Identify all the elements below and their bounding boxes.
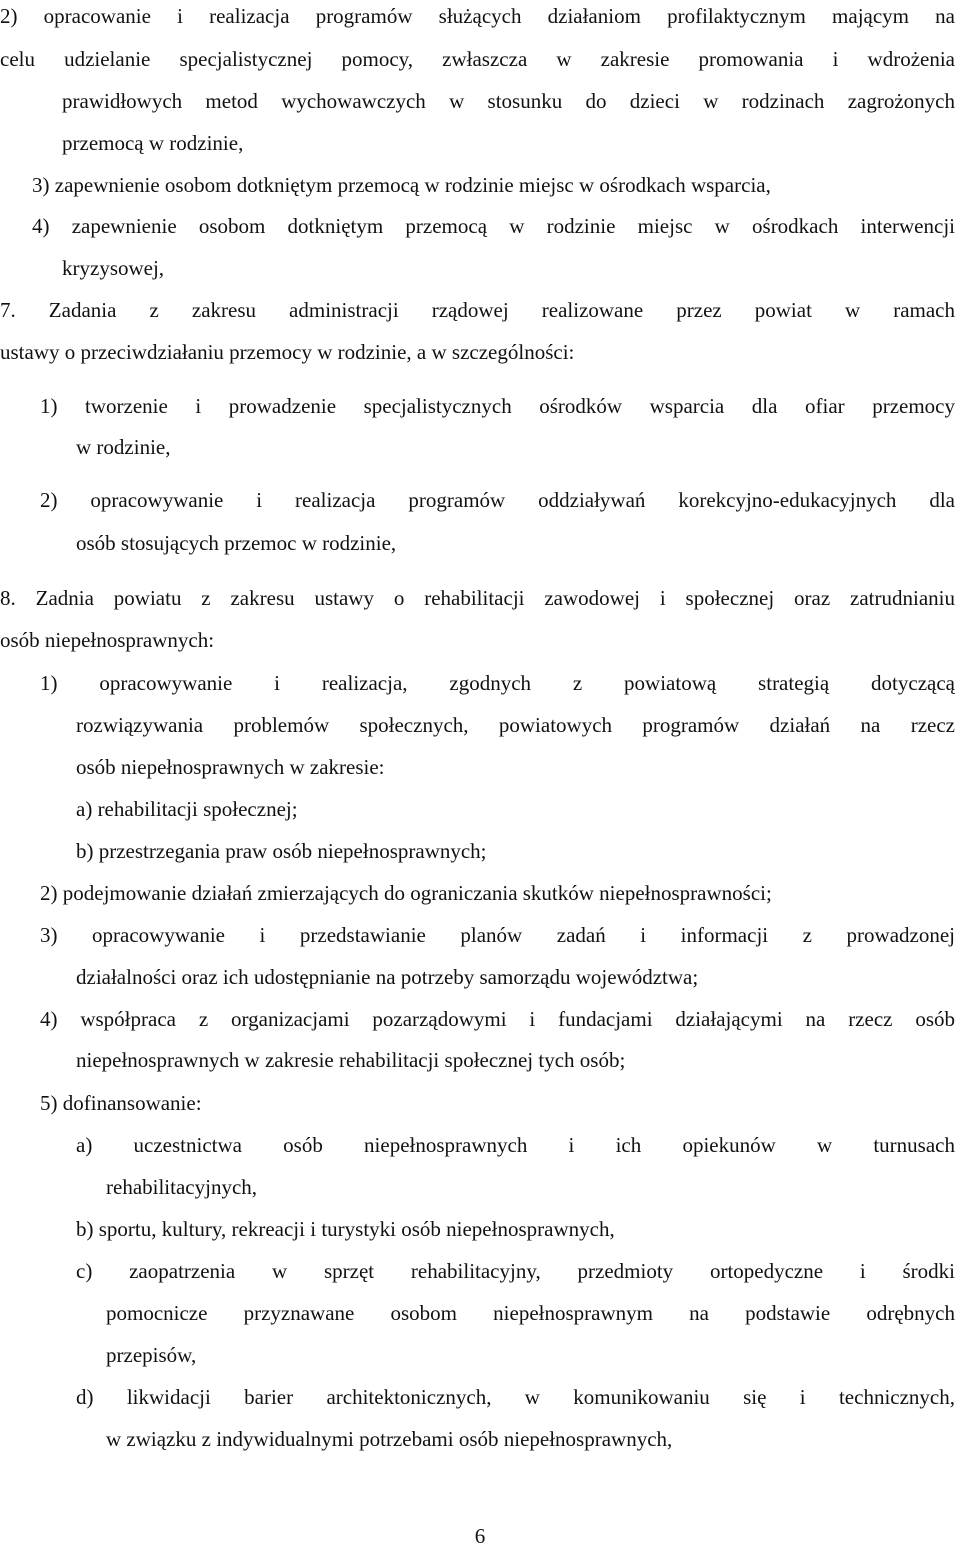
text-line: ustawy o przeciwdziałaniu przemocy w rodzinie, a w szczególności: bbox=[0, 340, 575, 364]
text-line: 3) opracowywanie i przedstawianie planów zadań i informacji z prowadzonej bbox=[40, 923, 955, 947]
text-line: przemocą w rodzinie, bbox=[62, 131, 244, 155]
text-line: 2) podejmowanie działań zmierzających do ograniczania skutków niepełnosprawności; bbox=[40, 881, 772, 905]
text-line: d) likwidacji barier architektonicznych, w komunikowaniu się i technicznych, bbox=[76, 1385, 955, 1409]
text-line: 8. Zadnia powiatu z zakresu ustawy o rehabilitacji zawodowej i społecznej oraz zatrudnianiu bbox=[0, 586, 955, 610]
text-line: a) rehabilitacji społecznej; bbox=[76, 797, 298, 821]
text-line: prawidłowych metod wychowawczych w stosunku do dzieci w rodzinach zagrożonych bbox=[62, 89, 955, 113]
text-line: osób niepełnosprawnych w zakresie: bbox=[76, 755, 385, 779]
text-line: b) przestrzegania praw osób niepełnosprawnych; bbox=[76, 839, 487, 863]
text-line: osób stosujących przemoc w rodzinie, bbox=[76, 531, 397, 555]
text-line: 5) dofinansowanie: bbox=[40, 1091, 202, 1115]
text-line: b) sportu, kultury, rekreacji i turystyki osób niepełnosprawnych, bbox=[76, 1217, 615, 1241]
text-line: 7. Zadania z zakresu administracji rządowej realizowane przez powiat w ramach bbox=[0, 298, 955, 322]
text-line: 1) tworzenie i prowadzenie specjalistycznych ośrodków wsparcia dla ofiar przemocy bbox=[40, 394, 955, 418]
text-line: w związku z indywidualnymi potrzebami osób niepełnosprawnych, bbox=[106, 1427, 673, 1451]
text-line: 2) opracowywanie i realizacja programów oddziaływań korekcyjno-edukacyjnych dla bbox=[40, 488, 955, 512]
text-line: kryzysowej, bbox=[62, 256, 165, 280]
text-line: przepisów, bbox=[106, 1343, 197, 1367]
text-line: 1) opracowywanie i realizacja, zgodnych z powiatową strategią dotyczącą bbox=[40, 671, 955, 695]
text-line: celu udzielanie specjalistycznej pomocy, zwłaszcza w zakresie promowania i wdrożenia bbox=[0, 47, 955, 71]
text-line: rehabilitacyjnych, bbox=[106, 1175, 258, 1199]
text-line: c) zaopatrzenia w sprzęt rehabilitacyjny, przedmioty ortopedyczne i środki bbox=[76, 1259, 955, 1283]
text-line: niepełnosprawnych w zakresie rehabilitacji społecznej tych osób; bbox=[76, 1048, 626, 1072]
text-line: a) uczestnictwa osób niepełnosprawnych i ich opiekunów w turnusach bbox=[76, 1133, 955, 1157]
text-line: pomocnicze przyznawane osobom niepełnosprawnym na podstawie odrębnych bbox=[106, 1301, 955, 1325]
text-line: 3) zapewnienie osobom dotkniętym przemocą w rodzinie miejsc w ośrodkach wsparcia, bbox=[32, 173, 771, 197]
text-line: 4) współpraca z organizacjami pozarządowymi i fundacjami działającymi na rzecz osób bbox=[40, 1007, 955, 1031]
text-line: rozwiązywania problemów społecznych, powiatowych programów działań na rzecz bbox=[76, 713, 955, 737]
page-number: 6 bbox=[474, 1524, 486, 1548]
text-line: osób niepełnosprawnych: bbox=[0, 628, 215, 652]
text-line: w rodzinie, bbox=[76, 435, 171, 459]
text-line: 2) opracowanie i realizacja programów służących działaniom profilaktycznym mającym na bbox=[0, 4, 955, 28]
text-line: 4) zapewnienie osobom dotkniętym przemocą w rodzinie miejsc w ośrodkach interwencji bbox=[32, 214, 955, 238]
text-line: działalności oraz ich udostępnianie na potrzeby samorządu województwa; bbox=[76, 965, 699, 989]
